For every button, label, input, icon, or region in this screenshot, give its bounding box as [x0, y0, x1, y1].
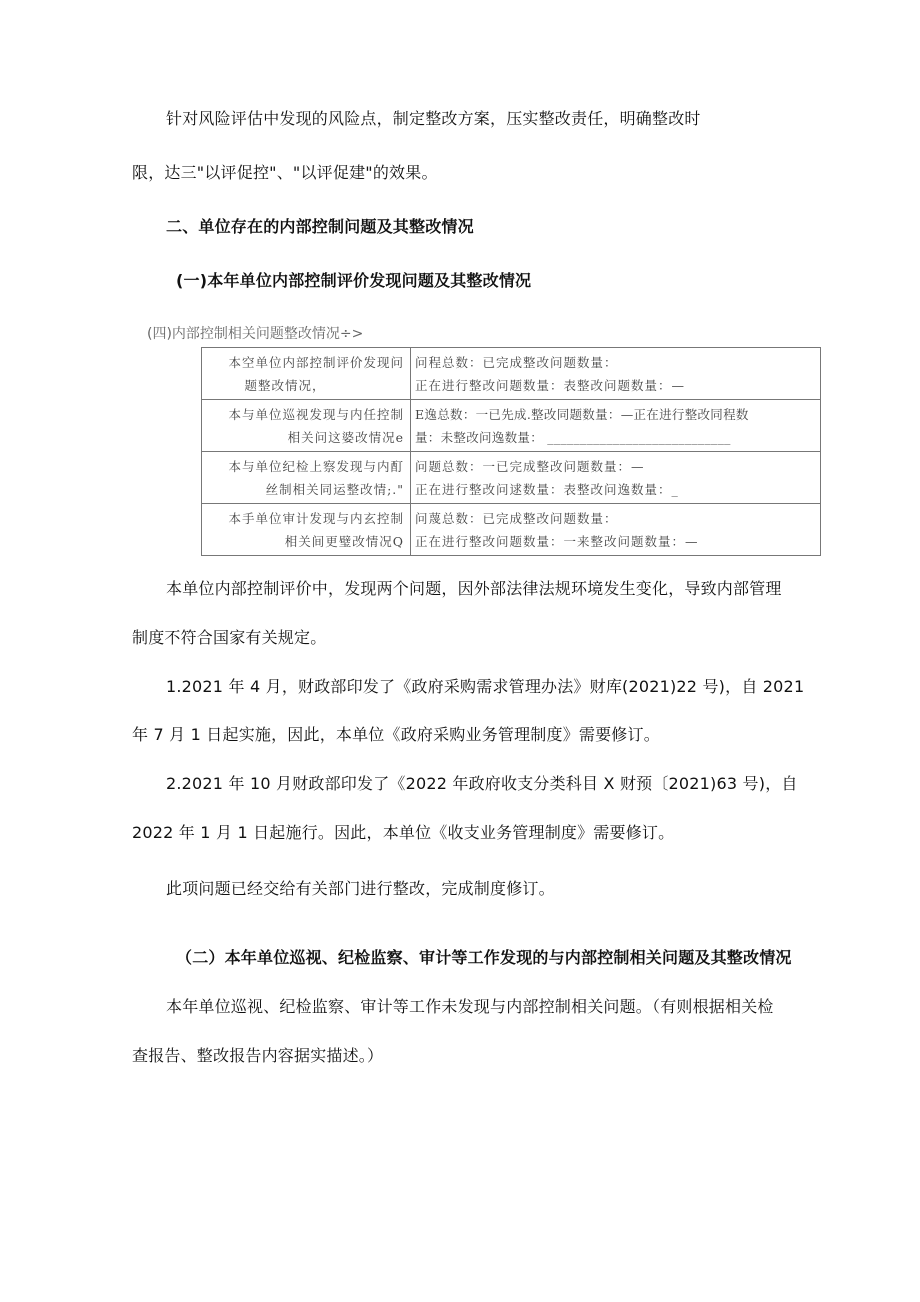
row-value-line: E逸总数：一已先成.整改同题数量：—正在进行整改同程数 [415, 407, 749, 422]
table-row [202, 452, 821, 504]
body-paragraph-1-line-1: 本单位内部控制评价中，发现两个问题，因外部法律法规环境发生变化，导致内部管理 [166, 579, 782, 598]
table-row-label-cell [202, 504, 411, 556]
row-label-line: 相关间更璧改情况Q [284, 534, 404, 549]
body-paragraph-3-line-1: 2.2021 年 10 月财政部印发了《2022 年政府收支分类科目 X 财预〔2021)63 号)，自 [166, 774, 798, 793]
subsection-1-heading: (一)本年单位内部控制评价发现问题及其整改情况 [176, 271, 532, 290]
body-paragraph-2-line-1: 1.2021 年 4 月，财政部印发了《政府采购需求管理办法》财库(2021)22 号)，自 2021 [166, 677, 805, 696]
table-row-value-cell [411, 452, 821, 504]
subsection-2-heading: （二）本年单位巡视、纪检监察、审计等工作发现的与内部控制相关问题及其整改情况 [176, 948, 792, 967]
row-value-line: 正在进行整改问逑数量：表整改问逸数量：_ [415, 482, 679, 497]
row-label-line: 相关问这婆改情况e [287, 430, 404, 445]
table-row [202, 400, 821, 452]
row-value-line: 问程总数：已完成整改问题数量： [415, 355, 618, 370]
row-value-line: 问蔑总数：已完成整改问题数量： [415, 511, 618, 526]
rectification-table [201, 347, 821, 556]
table-row-label-cell [202, 400, 411, 452]
row-label-line: 丝制相关同运整改情;." [265, 482, 404, 497]
table-caption: (四)内部控制相关问题整改情况÷> [147, 326, 364, 342]
table-row-label-cell [202, 348, 411, 400]
row-label-line: 题整改情况， [244, 378, 326, 393]
body-paragraph-3-line-2: 2022 年 1 月 1 日起施行。因此，本单位《收支业务管理制度》需要修订。 [132, 823, 675, 842]
row-label-line: 本与单位纪检上察发现与内酊 [228, 459, 404, 474]
body-paragraph-4: 此项问题已经交给有关部门进行整改，完成制度修订。 [166, 879, 555, 898]
closing-paragraph-line-1: 本年单位巡视、纪检监察、审计等工作未发现与内部控制相关问题。（有则根据相关检 [166, 997, 774, 1016]
table-row-value-cell [411, 400, 821, 452]
table-row [202, 348, 821, 400]
row-label-line: 本手单位审计发现与内玄控制 [228, 511, 404, 526]
table-row-value-cell [411, 504, 821, 556]
closing-paragraph-line-2: 查报告、整改报告内容据实描述。） [132, 1046, 384, 1065]
section-2-heading: 二、单位存在的内部控制问题及其整改情况 [166, 217, 474, 236]
table-row-label-cell [202, 452, 411, 504]
row-value-line: 正在进行整改问题数量：表整改问题数量：— [415, 378, 686, 393]
row-value-line: 问题总数：一已完成整改问题数量：— [415, 459, 645, 474]
table-row-value-cell [411, 348, 821, 400]
table-row [202, 504, 821, 556]
intro-paragraph-line-1: 针对风险评估中发现的风险点，制定整改方案，压实整改责任，明确整改时 [166, 109, 701, 128]
body-paragraph-2-line-2: 年 7 月 1 日起实施，因此，本单位《政府采购业务管理制度》需要修订。 [132, 725, 660, 744]
row-label-line: 本与单位巡视发现与内任控制 [228, 407, 404, 422]
row-label-line: 本空单位内部控制评价发现问 [228, 355, 404, 370]
intro-paragraph-line-2: 限，达三"以评促控"、"以评促建"的效果。 [132, 163, 438, 182]
row-value-line: 正在进行整改问题数量：一来整改问题数量：— [415, 534, 699, 549]
body-paragraph-1-line-2: 制度不符合国家有关规定。 [132, 628, 327, 647]
row-value-line: 量：未整改问逸数量： ____________________________ [415, 430, 731, 445]
